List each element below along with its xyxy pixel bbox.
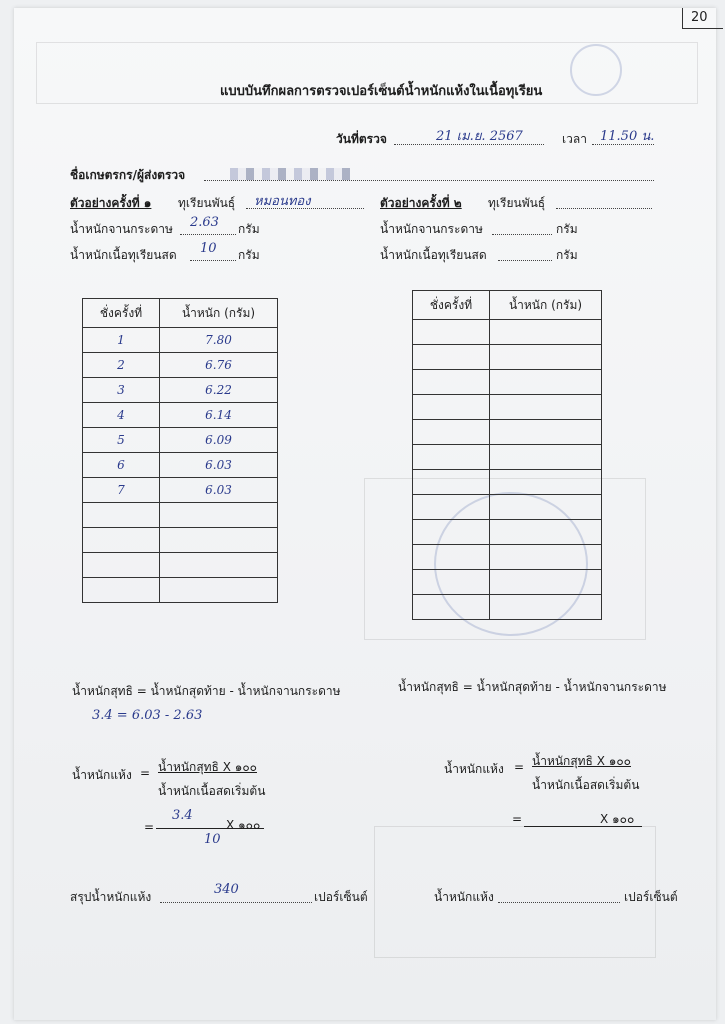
round-cell bbox=[413, 470, 490, 495]
round-cell bbox=[413, 570, 490, 595]
net-formula-left: น้ำหนักสุทธิ = น้ำหนักสุดท้าย - น้ำหนักจานกระดาษ bbox=[72, 684, 341, 698]
page-title: แบบบันทึกผลการตรวจเปอร์เซ็นต์น้ำหนักแห้งในเนื้อทุเรียน bbox=[220, 84, 543, 99]
sample1-tray-unit: กรัม bbox=[238, 222, 260, 236]
calc-equals-right: = bbox=[512, 812, 523, 826]
dry-numerator-left: น้ำหนักสุทธิ X ๑๐๐ bbox=[158, 760, 257, 774]
sample2-fresh-label: น้ำหนักเนื้อทุเรียนสด bbox=[380, 248, 487, 262]
weight-cell bbox=[490, 545, 602, 570]
round-cell: 1 bbox=[83, 328, 160, 353]
weight-cell: 6.76 bbox=[160, 353, 278, 378]
page-number-box bbox=[682, 8, 723, 29]
table-row bbox=[413, 395, 602, 420]
table-row bbox=[83, 528, 278, 553]
weight-cell bbox=[490, 520, 602, 545]
faded-logo bbox=[570, 44, 622, 96]
equals-sign: = bbox=[140, 766, 151, 780]
time-value: 11.50 น. bbox=[600, 129, 655, 144]
weight-cell bbox=[490, 345, 602, 370]
equals-sign-right: = bbox=[514, 760, 525, 774]
weight-cell bbox=[160, 528, 278, 553]
sample2-variety-line bbox=[556, 208, 652, 209]
round-cell bbox=[413, 445, 490, 470]
weighing-table-2 bbox=[412, 290, 602, 620]
sample2-tray-line bbox=[492, 234, 552, 235]
weight-cell bbox=[160, 503, 278, 528]
round-cell: 6 bbox=[83, 453, 160, 478]
page-number: 20 bbox=[691, 10, 708, 25]
table-header-row bbox=[413, 291, 602, 320]
time-label: เวลา bbox=[562, 132, 587, 146]
weight-cell bbox=[490, 470, 602, 495]
weight-cell: 6.03 bbox=[160, 453, 278, 478]
sample1-variety-value: หมอนทอง bbox=[254, 194, 311, 209]
sample2-tray-label: น้ำหนักจานกระดาษ bbox=[380, 222, 483, 236]
weight-cell bbox=[490, 445, 602, 470]
table-row bbox=[83, 478, 278, 503]
sample1-tray-value: 2.63 bbox=[190, 215, 219, 230]
sample1-tray-line bbox=[180, 234, 236, 235]
sample2-fresh-line bbox=[498, 260, 552, 261]
round-cell bbox=[413, 595, 490, 620]
net-calc: 3.4 = 6.03 - 2.63 bbox=[92, 708, 203, 723]
calc-times: X ๑๐๐ bbox=[226, 818, 261, 832]
net-formula-right: น้ำหนักสุทธิ = น้ำหนักสุดท้าย - น้ำหนักจานกระดาษ bbox=[398, 680, 667, 694]
table-row bbox=[413, 495, 602, 520]
table-row bbox=[83, 403, 278, 428]
summary-value: 340 bbox=[214, 882, 239, 897]
dry-label-summary-right: น้ำหนักแห้ง bbox=[434, 890, 494, 904]
table-row bbox=[413, 370, 602, 395]
check-date-value: 21 เม.ย. 2567 bbox=[436, 129, 523, 144]
col-weight-header: น้ำหนัก (กรัม) bbox=[490, 291, 602, 320]
weight-cell bbox=[490, 495, 602, 520]
dry-denominator-right: น้ำหนักเนื้อสดเริ่มต้น bbox=[532, 778, 640, 792]
col-round-header: ชั่งครั้งที่ bbox=[83, 299, 160, 328]
round-cell bbox=[413, 320, 490, 345]
table-row bbox=[83, 503, 278, 528]
table-row bbox=[413, 470, 602, 495]
table-row bbox=[83, 328, 278, 353]
sample2-variety-label: ทุเรียนพันธุ์ bbox=[488, 196, 546, 210]
check-date-label: วันที่ตรวจ bbox=[336, 132, 387, 146]
weight-cell: 6.22 bbox=[160, 378, 278, 403]
weight-cell bbox=[490, 370, 602, 395]
sample1-fresh-unit: กรัม bbox=[238, 248, 260, 262]
calc-equals: = bbox=[144, 820, 155, 834]
summary-line bbox=[160, 902, 312, 903]
col-weight-header: น้ำหนัก (กรัม) bbox=[160, 299, 278, 328]
dry-label-left: น้ำหนักแห้ง bbox=[72, 768, 132, 782]
col-round-header: ชั่งครั้งที่ bbox=[413, 291, 490, 320]
weight-cell bbox=[160, 553, 278, 578]
round-cell: 5 bbox=[83, 428, 160, 453]
calc-numerator: 3.4 bbox=[172, 808, 193, 823]
ghost-box bbox=[374, 826, 656, 958]
round-cell: 3 bbox=[83, 378, 160, 403]
dry-denominator-left: น้ำหนักเนื้อสดเริ่มต้น bbox=[158, 784, 266, 798]
round-cell bbox=[413, 520, 490, 545]
weight-cell bbox=[490, 420, 602, 445]
weight-cell: 6.03 bbox=[160, 478, 278, 503]
round-cell bbox=[413, 420, 490, 445]
round-cell bbox=[83, 528, 160, 553]
dry-numerator-right: น้ำหนักสุทธิ X ๑๐๐ bbox=[532, 754, 631, 768]
weight-cell: 6.09 bbox=[160, 428, 278, 453]
weight-cell bbox=[490, 320, 602, 345]
table-row bbox=[413, 545, 602, 570]
document-page bbox=[14, 8, 716, 1020]
round-cell bbox=[413, 545, 490, 570]
calc-times-right: X ๑๐๐ bbox=[600, 812, 635, 826]
table-row bbox=[83, 428, 278, 453]
redacted-name bbox=[230, 168, 350, 180]
round-cell bbox=[413, 345, 490, 370]
sample1-fresh-value: 10 bbox=[200, 241, 217, 256]
table-row bbox=[413, 420, 602, 445]
table-row bbox=[413, 595, 602, 620]
table-row bbox=[413, 445, 602, 470]
table-row bbox=[413, 570, 602, 595]
summary-line-right bbox=[498, 902, 620, 903]
table-header-row bbox=[83, 299, 278, 328]
farmer-line bbox=[204, 180, 654, 181]
summary-unit: เปอร์เซ็นต์ bbox=[314, 890, 368, 904]
weight-cell: 6.14 bbox=[160, 403, 278, 428]
weighing-table-1 bbox=[82, 298, 278, 603]
farmer-label: ชื่อเกษตรกร/ผู้ส่งตรวจ bbox=[70, 168, 186, 182]
sample2-tray-unit: กรัม bbox=[556, 222, 578, 236]
dry-label-right: น้ำหนักแห้ง bbox=[444, 762, 504, 776]
calc-denominator: 10 bbox=[204, 832, 221, 847]
sample1-tray-label: น้ำหนักจานกระดาษ bbox=[70, 222, 173, 236]
round-cell bbox=[413, 495, 490, 520]
round-cell: 2 bbox=[83, 353, 160, 378]
table-row bbox=[83, 378, 278, 403]
sample2-fresh-unit: กรัม bbox=[556, 248, 578, 262]
sample1-fresh-label: น้ำหนักเนื้อทุเรียนสด bbox=[70, 248, 177, 262]
weight-cell bbox=[490, 595, 602, 620]
weight-cell bbox=[160, 578, 278, 603]
table-row bbox=[413, 345, 602, 370]
round-cell: 7 bbox=[83, 478, 160, 503]
sample1-label: ตัวอย่างครั้งที่ ๑ bbox=[70, 196, 152, 210]
summary-label: สรุปน้ำหนักแห้ง bbox=[70, 890, 152, 904]
weight-cell bbox=[490, 395, 602, 420]
weight-cell: 7.80 bbox=[160, 328, 278, 353]
sample1-fresh-line bbox=[190, 260, 236, 261]
round-cell bbox=[83, 578, 160, 603]
table-row bbox=[83, 453, 278, 478]
round-cell bbox=[83, 553, 160, 578]
round-cell bbox=[83, 503, 160, 528]
table-row bbox=[413, 520, 602, 545]
summary-unit-right: เปอร์เซ็นต์ bbox=[624, 890, 678, 904]
sample2-label: ตัวอย่างครั้งที่ ๒ bbox=[380, 196, 462, 210]
table-row bbox=[83, 353, 278, 378]
table-row bbox=[83, 578, 278, 603]
round-cell bbox=[413, 395, 490, 420]
table-row bbox=[413, 320, 602, 345]
round-cell: 4 bbox=[83, 403, 160, 428]
round-cell bbox=[413, 370, 490, 395]
table-row bbox=[83, 553, 278, 578]
weight-cell bbox=[490, 570, 602, 595]
sample1-variety-label: ทุเรียนพันธุ์ bbox=[178, 196, 236, 210]
